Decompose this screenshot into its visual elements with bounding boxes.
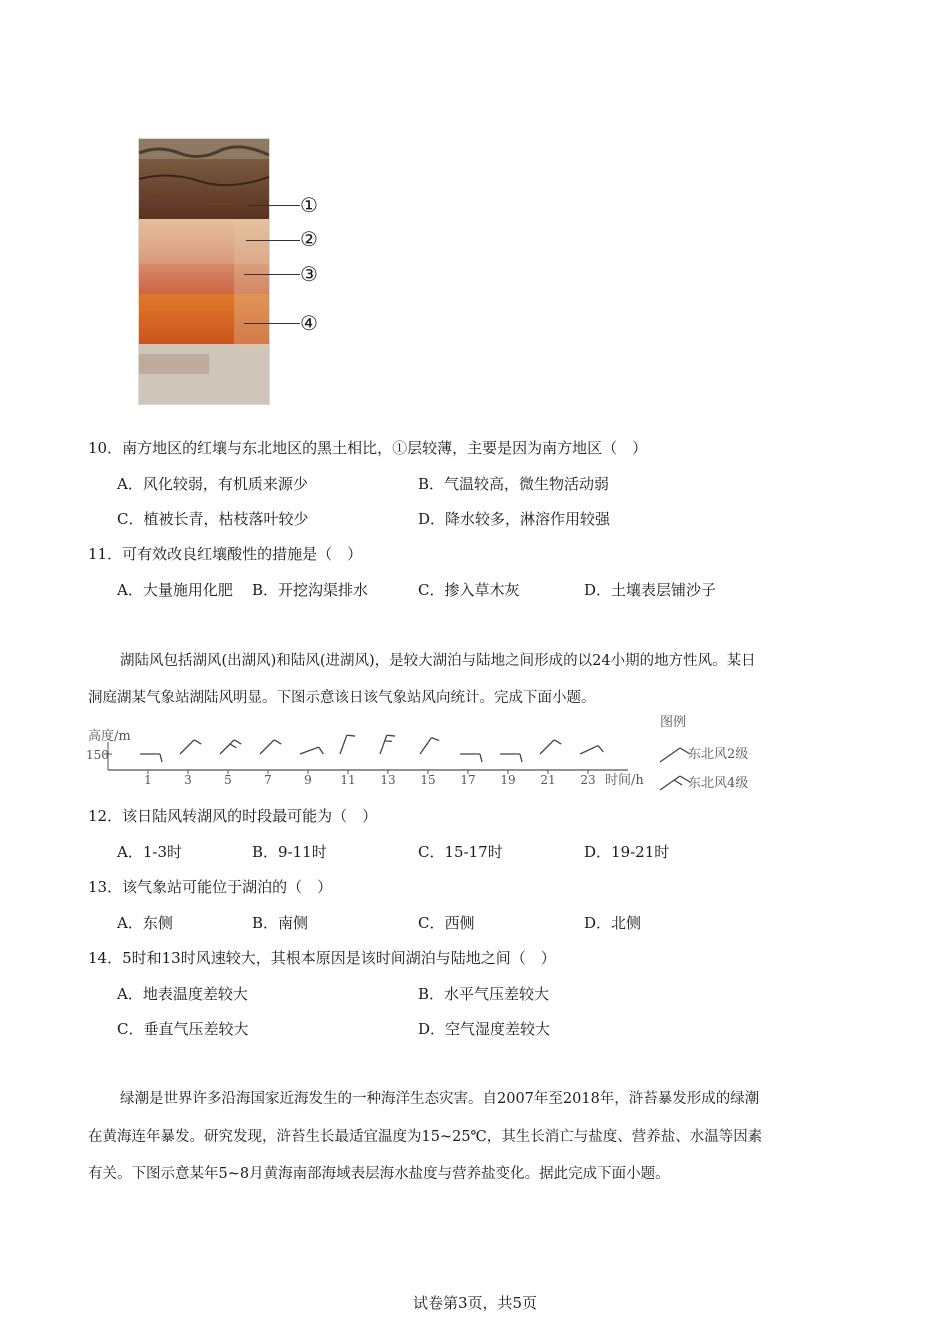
x-tick-label: 15	[420, 773, 436, 787]
question-12-option-c[interactable]: C．15-17时	[418, 843, 503, 861]
question-12-option-a[interactable]: A．1-3时	[117, 843, 182, 861]
x-ticks-group	[144, 770, 595, 787]
question-14-option-d[interactable]: D．空气湿度差较大	[418, 1020, 551, 1038]
wind-barb	[580, 745, 603, 762]
legend-title: 图例	[660, 715, 687, 730]
wind-barb	[340, 733, 355, 756]
question-10-stem: 10．南方地区的红壤与东北地区的黑土相比，①层较薄，主要是因为南方地区（ ）	[88, 439, 648, 457]
question-13-option-a[interactable]: A．东侧	[117, 914, 173, 932]
wind-barb-2-icon	[660, 748, 690, 762]
wind-barbs-group	[140, 733, 603, 762]
question-10-option-d[interactable]: D．降水较多，淋溶作用较强	[418, 510, 611, 528]
question-14-stem: 14．5时和13时风速较大，其根本原因是该时间湖泊与陆地之间（ ）	[88, 949, 556, 967]
question-14-option-a[interactable]: A．地表温度差较大	[117, 985, 248, 1003]
marker-3: ③	[300, 262, 318, 286]
wind-barb	[180, 738, 201, 759]
passage-2-line-2: 在黄海连年暴发。研究发现，浒苔生长最适宜温度为15~25℃，其生长消亡与盐度、营养盐、水温等因素	[88, 1129, 763, 1145]
wind-barb-4-icon	[660, 776, 690, 790]
wind-barb	[300, 746, 323, 761]
question-11-option-a[interactable]: A．大量施用化肥	[117, 581, 233, 599]
chart-y-tick: 150	[86, 748, 109, 762]
wind-barb	[140, 754, 162, 762]
chart-xlabel: 时间/h	[605, 773, 644, 788]
question-10-option-a[interactable]: A．风化较弱，有机质来源少	[117, 475, 308, 493]
soil-profile-image	[138, 138, 270, 405]
marker-2: ②	[300, 227, 318, 251]
question-12-option-b[interactable]: B．9-11时	[252, 843, 327, 861]
x-tick-label: 5	[224, 773, 232, 787]
x-tick-label: 11	[340, 773, 356, 787]
wind-barb-chart	[80, 710, 780, 800]
wind-barb	[260, 738, 281, 759]
question-13-option-d[interactable]: D．北侧	[584, 914, 642, 932]
question-11-option-b[interactable]: B．开挖沟渠排水	[252, 581, 369, 599]
question-12-stem: 12．该日陆风转湖风的时段最可能为（ ）	[88, 807, 378, 825]
wind-barb	[380, 733, 395, 756]
question-14-option-b[interactable]: B．水平气压差较大	[418, 985, 550, 1003]
marker-4: ④	[300, 311, 318, 335]
leader-line-1	[248, 205, 300, 206]
question-10-option-b[interactable]: B．气温较高，微生物活动弱	[418, 475, 610, 493]
wind-barb	[500, 754, 522, 762]
page-footer: 试卷第3页，共5页	[412, 1294, 538, 1312]
x-tick-label: 9	[304, 773, 312, 787]
question-10-option-c[interactable]: C．植被长青，枯枝落叶较少	[117, 510, 309, 528]
x-tick-label: 23	[580, 773, 596, 787]
question-14-option-c[interactable]: C．垂直气压差较大	[117, 1020, 249, 1038]
legend-label-1: 东北风2级	[688, 747, 749, 762]
passage-1-line-2: 洞庭湖某气象站湖陆风明显。下图示意该日该气象站风向统计。完成下面小题。	[88, 690, 596, 706]
x-tick-label: 13	[380, 773, 396, 787]
wind-barb	[540, 738, 561, 759]
question-11-stem: 11．可有效改良红壤酸性的措施是（ ）	[88, 545, 363, 563]
x-tick-label: 1	[144, 773, 152, 787]
question-11-option-c[interactable]: C．掺入草木灰	[418, 581, 520, 599]
wind-barb	[460, 754, 482, 762]
wind-barb	[220, 738, 241, 759]
x-tick-label: 19	[500, 773, 516, 787]
marker-1: ①	[300, 193, 318, 217]
question-11-option-d[interactable]: D．土壤表层铺沙子	[584, 581, 717, 599]
wind-barb	[420, 736, 439, 759]
chart-ylabel: 高度/m	[88, 729, 131, 744]
legend-label-2: 东北风4级	[688, 776, 749, 791]
x-tick-label: 3	[184, 773, 192, 787]
leader-line-2	[246, 240, 300, 241]
question-13-stem: 13．该气象站可能位于湖泊的（ ）	[88, 878, 333, 896]
question-12-option-d[interactable]: D．19-21时	[584, 843, 670, 861]
passage-2-line-1: 绿潮是世界许多沿海国家近海发生的一种海洋生态灾害。自2007年至2018年，浒苔暴发形成的绿潮	[120, 1091, 760, 1107]
passage-1-line-1: 湖陆风包括湖风(出湖风)和陆风(进湖风)，是较大湖泊与陆地之间形成的以24小期的地方性风。某日	[120, 653, 756, 669]
x-tick-label: 21	[540, 773, 556, 787]
passage-2-line-3: 有关。下图示意某年5~8月黄海南部海域表层海水盐度与营养盐变化。据此完成下面小题。	[88, 1166, 670, 1182]
leader-line-4	[244, 323, 300, 324]
question-13-option-b[interactable]: B．南侧	[252, 914, 309, 932]
leader-line-3	[244, 274, 300, 275]
x-tick-label: 17	[460, 773, 476, 787]
question-13-option-c[interactable]: C．西侧	[418, 914, 475, 932]
x-tick-label: 7	[264, 773, 272, 787]
